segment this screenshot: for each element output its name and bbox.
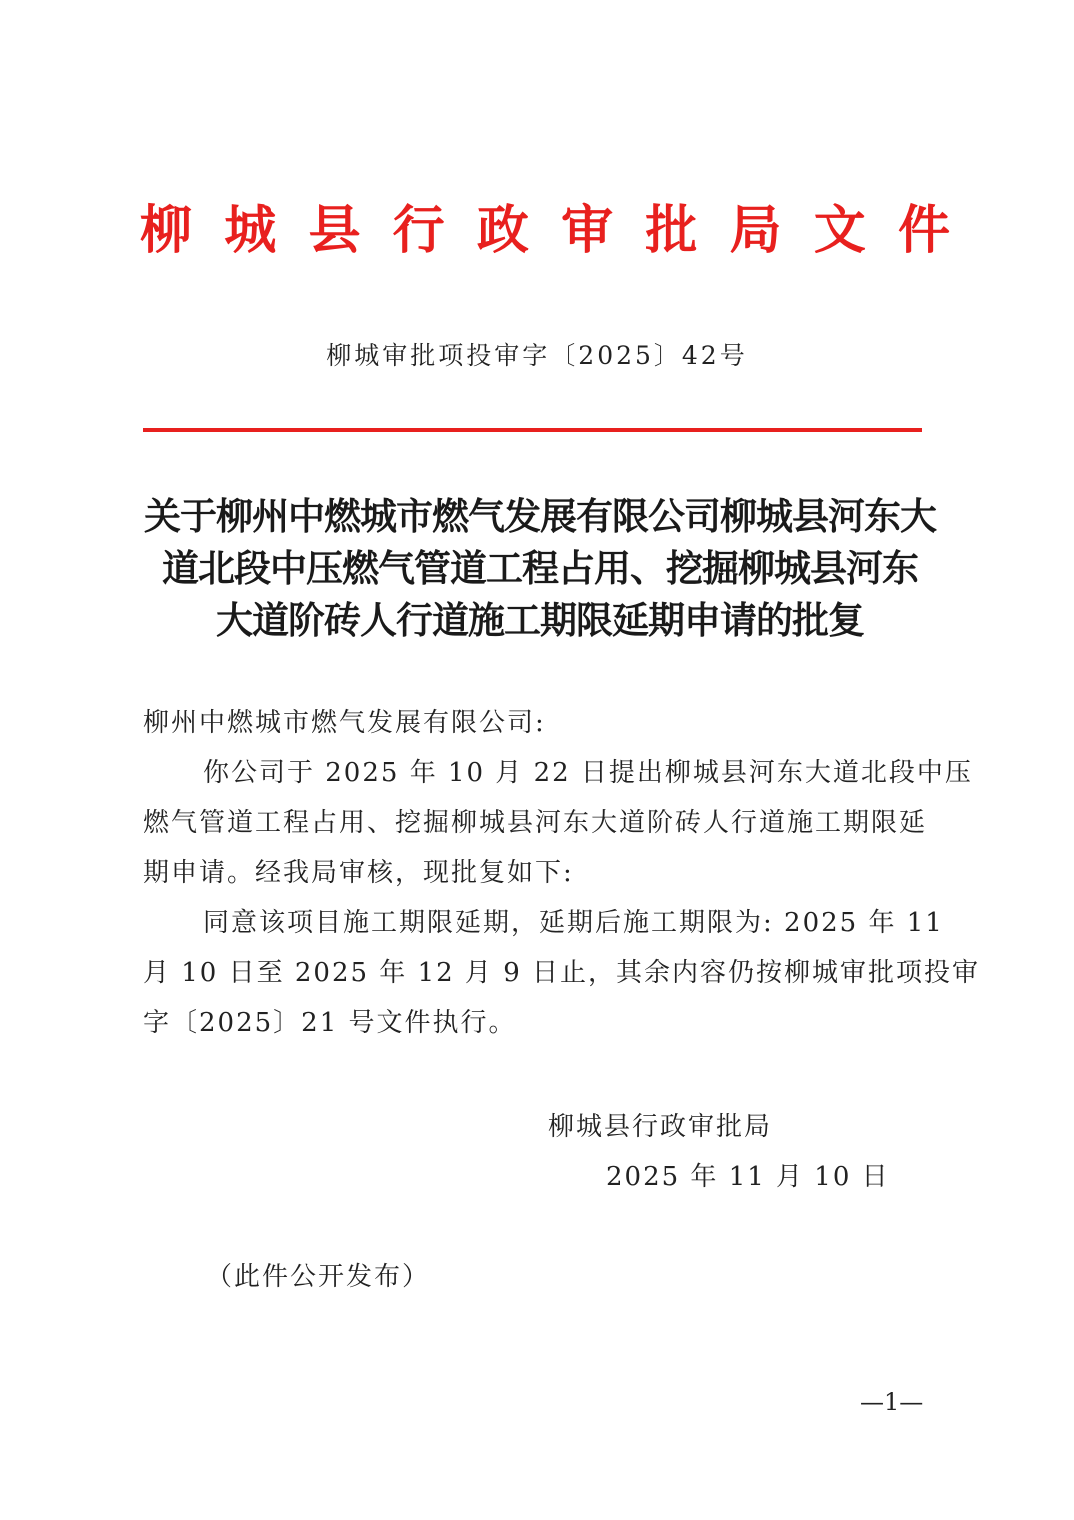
signing-date: 2025 年 11 月 10 日 [606, 1162, 890, 1192]
signing-organization: 柳城县行政审批局 [548, 1112, 773, 1142]
body-line: 月 10 日至 2025 年 12 月 9 日止，其余内容仍按柳城审批项投审 [143, 958, 980, 988]
body-line: 同意该项目施工期限延期，延期后施工期限为: 2025 年 11 [203, 908, 944, 938]
body-line: 你公司于 2025 年 10 月 22 日提出柳城县河东大道北段中压 [203, 758, 973, 788]
document-body [143, 698, 980, 1048]
publication-note: （此件公开发布） [206, 1262, 431, 1292]
addressee: 柳州中燃城市燃气发展有限公司: [143, 708, 546, 738]
body-line: 期申请。经我局审核，现批复如下: [143, 858, 574, 888]
title-line: 关于柳州中燃城市燃气发展有限公司柳城县河东大 [144, 494, 936, 538]
body-line: 字〔2025〕21 号文件执行。 [143, 1008, 517, 1038]
signature-block [548, 1102, 928, 1202]
document-title [140, 490, 940, 646]
body-line: 燃气管道工程占用、挖掘柳城县河东大道阶砖人行道施工期限延 [143, 808, 928, 838]
page-number: —1— [860, 1388, 924, 1416]
issuing-authority-header: 柳城县行政审批局文件 [140, 201, 950, 261]
red-separator-line [143, 428, 922, 432]
title-line: 大道阶砖人行道施工期限延期申请的批复 [216, 598, 864, 642]
title-line: 道北段中压燃气管道工程占用、挖掘柳城县河东 [162, 546, 918, 590]
document-number: 柳城审批项投审字〔2025〕42号 [326, 341, 748, 370]
